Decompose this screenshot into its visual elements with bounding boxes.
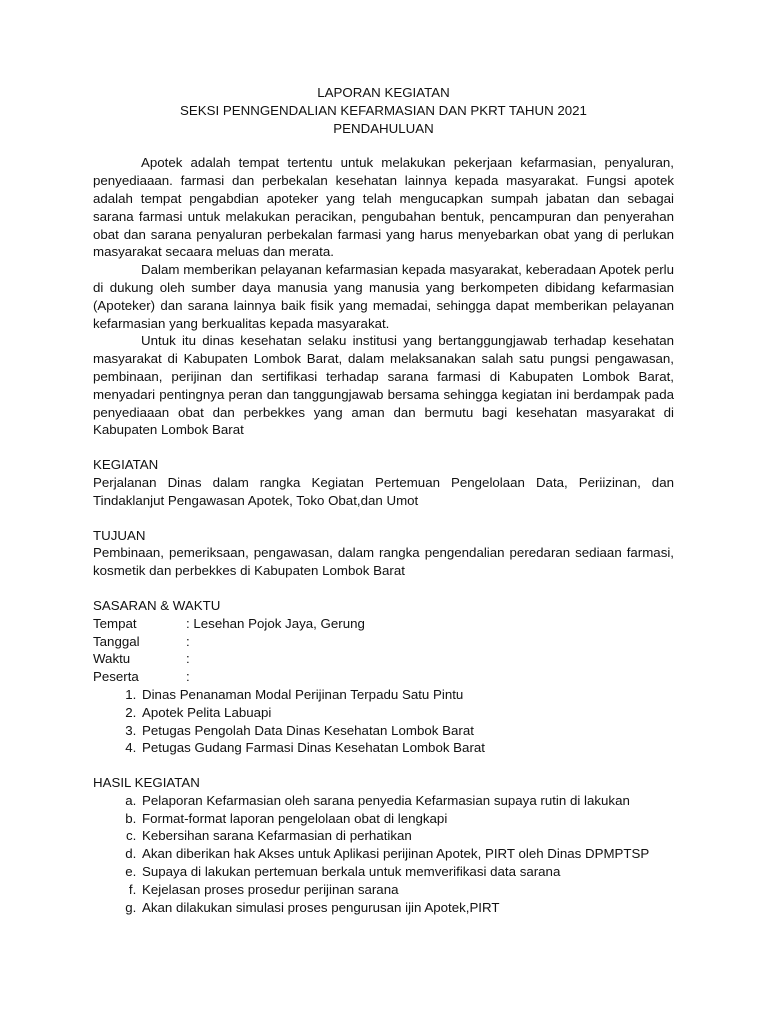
tujuan-heading: TUJUAN — [93, 527, 146, 543]
intro-section — [93, 154, 674, 439]
list-item: b. Format-format laporan pengelolaan obat di lengkapi — [140, 810, 674, 828]
report-subtitle: SEKSI PENNGENDALIAN KEFARMASIAN DAN PKRT TAHUN 2021 — [180, 102, 587, 118]
list-item: 4. Petugas Gudang Farmasi Dinas Kesehatan Lombok Barat — [140, 739, 674, 757]
tujuan-section — [93, 527, 674, 580]
peserta-list — [93, 686, 674, 757]
intro-paragraph-3: Untuk itu dinas kesehatan selaku institusi yang bertanggungjawab terhadap kesehatan masyarakat di Kabupaten Lombok Barat, dalam melaksanakan salah satu pungsi pengawasan, pembinaan, perijinan dan sertifikasi terhadap sarana farmasi di Kabupaten Lombok Barat, menyadari pentingnya peran dan tanggungjawab bersama sehingga kegiatan ini berdampak pada penyediaaan obat dan perbekkes yang aman dan bermutu bagi kesehatan masyarakat di Kabupaten Lombok Barat — [93, 333, 674, 438]
kegiatan-text: Perjalanan Dinas dalam rangka Kegiatan Pertemuan Pengelolaan Data, Periizinan, dan Tindaklanjut Pengawasan Apotek, Toko Obat,dan Umot — [93, 474, 674, 508]
field-label: Tempat — [93, 615, 137, 631]
intro-paragraph-1: Apotek adalah tempat tertentu untuk melakukan pekerjaan kefarmasian, penyaluran, penyediaaan. farmasi dan perbekalan kesehatan lainnya kepada masyarakat. Fungsi apotek adalah tempat pengabdian apoteker yang telah mengucapkan sumpah jabatan dan sebagai sarana farmasi untuk melakukan peracikan, pengubahan bentuk, pencampuran dan penyerahan obat dan sarana penyaluran perbekalan farmasi yang harus menyebarkan obat yang di perlukan masyarakat secaara meluas dan merata. — [93, 155, 674, 260]
sasaran-section — [93, 597, 674, 757]
tujuan-text: Pembinaan, pemeriksaan, pengawasan, dalam rangka pengendalian peredaran sediaan farmasi, kosmetik dan perbekkes di Kabupaten Lombok Barat — [93, 545, 674, 579]
list-item: c. Kebersihan sarana Kefarmasian di perhatikan — [140, 827, 674, 845]
list-item: d. Akan diberikan hak Akses untuk Aplikasi perijinan Apotek, PIRT oleh Dinas DPMPTSP — [140, 845, 674, 863]
list-item: g. Akan dilakukan simulasi proses pengurusan ijin Apotek,PIRT — [140, 899, 674, 917]
field-value: : — [186, 633, 190, 649]
hasil-heading: HASIL KEGIATAN — [93, 775, 200, 791]
sasaran-heading: SASARAN & WAKTU — [93, 597, 221, 613]
list-item: f. Kejelasan proses prosedur perijinan sarana — [140, 881, 674, 899]
field-row-waktu — [93, 650, 674, 668]
kegiatan-section — [93, 456, 674, 509]
field-value: : — [186, 669, 190, 685]
field-row-tempat — [93, 615, 674, 633]
hasil-section — [93, 774, 674, 916]
field-label: Tanggal — [93, 633, 140, 649]
list-item: 2. Apotek Pelita Labuapi — [140, 704, 674, 722]
list-item: 1. Dinas Penanaman Modal Perijinan Terpadu Satu Pintu — [140, 686, 674, 704]
list-item: 3. Petugas Pengolah Data Dinas Kesehatan Lombok Barat — [140, 722, 674, 740]
field-value: : Lesehan Pojok Jaya, Gerung — [186, 615, 365, 631]
field-value: : — [186, 651, 190, 667]
list-item: e. Supaya di lakukan pertemuan berkala untuk memverifikasi data sarana — [140, 863, 674, 881]
field-label: Waktu — [93, 651, 131, 667]
title-block — [93, 84, 674, 137]
kegiatan-heading: KEGIATAN — [93, 457, 159, 473]
field-row-peserta — [93, 668, 674, 686]
report-title: LAPORAN KEGIATAN — [317, 85, 450, 100]
section-title-pendahuluan: PENDAHULUAN — [333, 120, 434, 136]
field-row-tanggal — [93, 633, 674, 651]
field-label: Peserta — [93, 669, 139, 685]
hasil-list — [93, 792, 674, 917]
list-item: a. Pelaporan Kefarmasian oleh sarana penyedia Kefarmasian supaya rutin di lakukan — [140, 792, 674, 810]
intro-paragraph-2: Dalam memberikan pelayanan kefarmasian kepada masyarakat, keberadaan Apotek perlu di dukung oleh sumber daya manusia yang manusia yang berkompeten dibidang kefarmasian (Apoteker) dan sarana lainnya baik fisik yang memadai, sehingga dapat memberikan pelayanan kefarmasian yang berkualitas kepada masyarakat. — [93, 262, 674, 331]
